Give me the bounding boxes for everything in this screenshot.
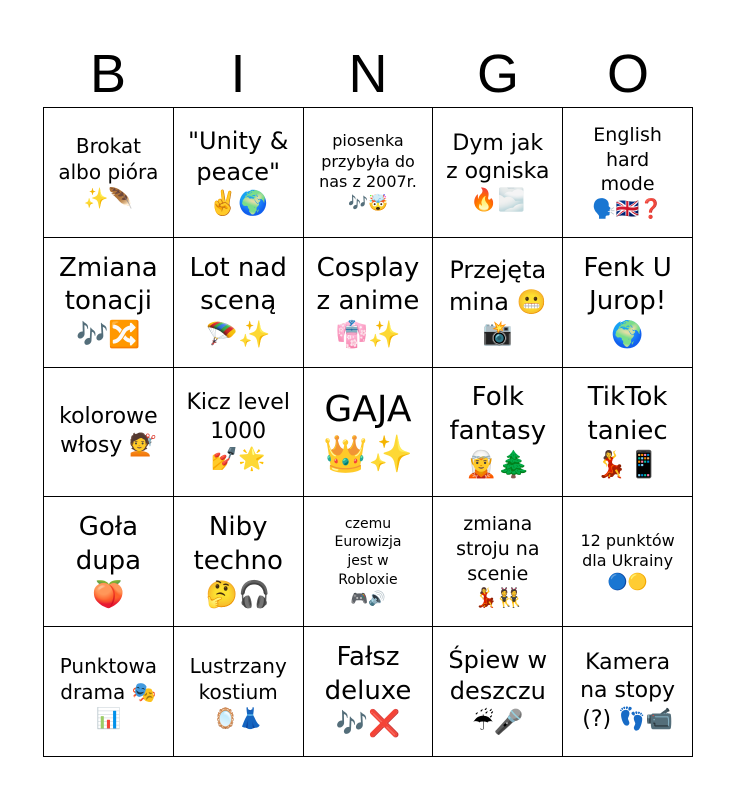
- cell-text: Punktowa drama 🎭 📊: [59, 653, 158, 730]
- bingo-cell[interactable]: [433, 627, 563, 757]
- bingo-cell[interactable]: [433, 108, 563, 238]
- header-letter-g: G: [476, 44, 519, 104]
- header-letter-i: I: [230, 44, 246, 104]
- bingo-cell[interactable]: [304, 497, 434, 627]
- cell-text: zmiana stroju na scenie 💃👯: [456, 513, 540, 610]
- cell-text: Folk fantasy 🧝🌲: [449, 382, 547, 480]
- cell-text: Cosplay z anime 👘✨: [316, 252, 420, 351]
- bingo-cell[interactable]: [563, 238, 693, 368]
- cell-text: Fenk U Jurop! 🌍: [583, 252, 672, 351]
- cell-text: czemu Eurowizja jest w Robloxie 🎮🔊: [334, 515, 402, 608]
- bingo-cell[interactable]: [563, 108, 693, 238]
- bingo-cell[interactable]: [563, 497, 693, 627]
- bingo-cell[interactable]: [174, 108, 304, 238]
- cell-text: English hard mode 🗣️🇬🇧❓: [592, 124, 664, 221]
- bingo-cell-free[interactable]: [304, 368, 434, 498]
- cell-text: Kamera na stopy (?) 👣📹: [580, 649, 676, 732]
- bingo-cell[interactable]: [174, 627, 304, 757]
- cell-text: Śpiew w deszczu ☔🎤: [448, 645, 548, 737]
- cell-text: Kicz level 1000 💅🌟: [186, 390, 290, 473]
- header-letter-b: B: [89, 44, 127, 104]
- bingo-header: [43, 40, 693, 108]
- cell-text: TikTok taniec 💃📱: [587, 382, 668, 480]
- cell-text: "Unity & peace" ✌️🌍: [187, 126, 289, 217]
- bingo-cell[interactable]: [304, 238, 434, 368]
- bingo-cell[interactable]: [433, 368, 563, 498]
- cell-text: Fałsz deluxe 🎶❌: [324, 641, 412, 740]
- bingo-cell[interactable]: [44, 238, 174, 368]
- cell-text: Goła dupa 🍑: [75, 512, 142, 610]
- header-letter-n: N: [348, 44, 388, 104]
- bingo-board: [43, 107, 693, 757]
- bingo-cell[interactable]: [304, 627, 434, 757]
- bingo-cell[interactable]: [563, 627, 693, 757]
- cell-text: Brokat albo pióra ✨🪶: [58, 134, 159, 211]
- bingo-cell[interactable]: [563, 368, 693, 498]
- cell-text: Przejęta mina 😬 📸: [449, 256, 547, 347]
- cell-text: Lustrzany kostium 🪞👗: [189, 653, 287, 730]
- cell-text: 12 punktów dla Ukrainy 🔵🟡: [580, 530, 675, 592]
- cell-text: Lot nad sceną 🪂✨: [189, 252, 287, 351]
- bingo-cell[interactable]: [433, 497, 563, 627]
- bingo-cell[interactable]: [174, 238, 304, 368]
- cell-text: Niby techno 🤔🎧: [193, 512, 283, 610]
- bingo-cell[interactable]: [44, 368, 174, 498]
- bingo-cell[interactable]: [44, 108, 174, 238]
- cell-text: GAJA 👑✨: [323, 388, 413, 475]
- header-letter-o: O: [606, 44, 649, 104]
- bingo-cell[interactable]: [174, 497, 304, 627]
- cell-text: kolorowe włosy 💇: [59, 404, 158, 458]
- bingo-cell[interactable]: [44, 627, 174, 757]
- cell-text: Dym jak z ogniska 🔥🌫️: [446, 130, 550, 213]
- bingo-cell[interactable]: [304, 108, 434, 238]
- bingo-cell[interactable]: [433, 238, 563, 368]
- cell-text: Zmiana tonacji 🎶🔀: [59, 252, 158, 351]
- bingo-cell[interactable]: [174, 368, 304, 498]
- bingo-cell[interactable]: [44, 497, 174, 627]
- cell-text: piosenka przybyła do nas z 2007r. 🎶🤯: [319, 130, 417, 213]
